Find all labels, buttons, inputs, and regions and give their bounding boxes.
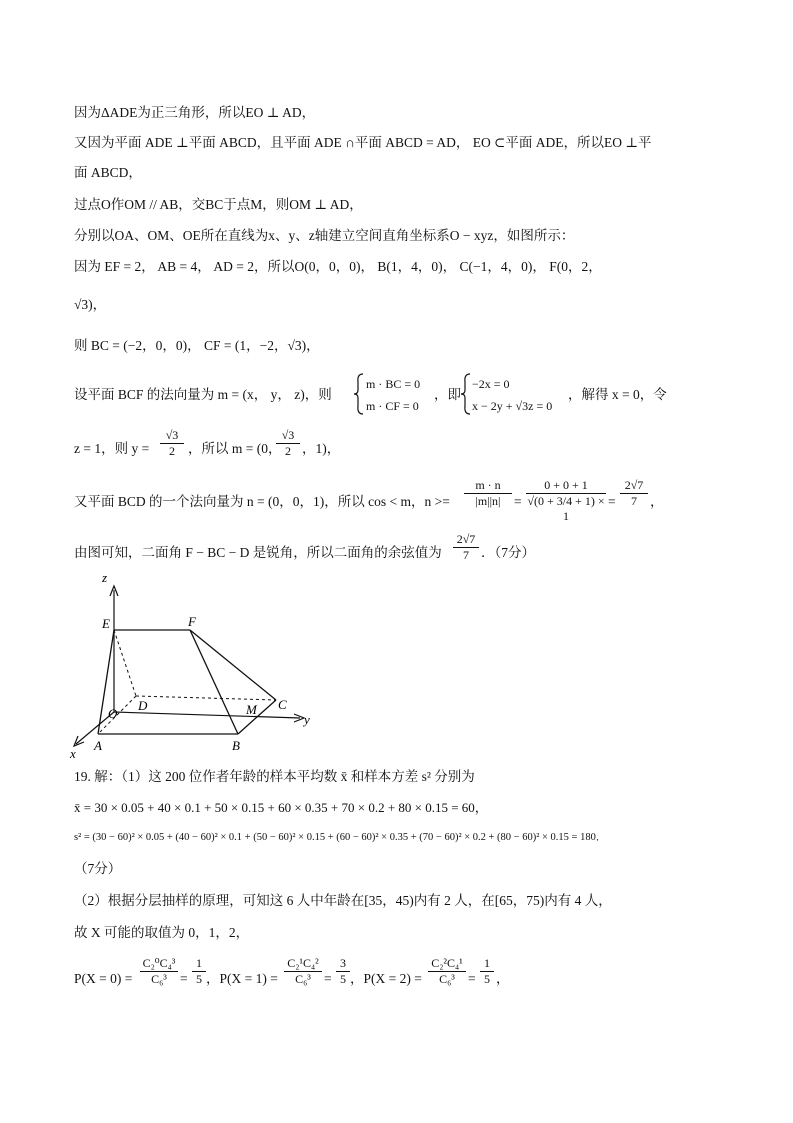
frac-den: 2 (160, 443, 184, 459)
s18-line9-a: 设平面 BCF 的法向量为 m = (x， y， z)，则 (74, 387, 332, 402)
s18-line1: 因为ΔADE为正三角形，所以EO ⊥ AD， (74, 105, 316, 120)
edge-FB (190, 630, 238, 734)
p2-lhs: ，P(X = 2) = (350, 971, 422, 986)
label-B: B (232, 738, 240, 753)
s18-line10-a: z = 1，则 y = (74, 441, 150, 456)
frac-den: 5 (192, 971, 206, 987)
frac-den: 5 (336, 971, 350, 987)
label-y: y (304, 712, 310, 727)
equals-2: = (608, 494, 616, 509)
label-O: O (108, 706, 118, 721)
p1-value (336, 956, 350, 987)
frac-num: m · n (475, 478, 501, 492)
p0-value (192, 956, 206, 987)
s18-line8: 则 BC = (−2，0，0)， CF = (1，−2，√3)， (74, 338, 320, 353)
frac-2sqrt7-over-7-a (620, 478, 648, 509)
frac-den: C₆³ (284, 971, 322, 987)
frac-num: 0 + 0 + 1 (544, 478, 588, 492)
s18-line2: 又因为平面 ADE ⊥平面 ABCD，且平面 ADE ∩平面 ABCD = AD， EO ⊂平面 ADE，所以EO ⊥平 (74, 135, 652, 150)
s18-line9-c: ，解得 x = 0，令 (568, 387, 667, 402)
system1-eq2: m · CF = 0 (366, 399, 419, 413)
system2-eq2: x − 2y + √3z = 0 (472, 399, 553, 413)
label-F: F (188, 614, 196, 629)
frac-num: 1 (196, 956, 202, 970)
p-end: ， (496, 971, 510, 986)
frac-den: √(0 + 3/4 + 1) × 1 (527, 494, 605, 523)
frac-den: C₆³ (140, 971, 178, 987)
frac-num: C₂²C₄¹ (431, 956, 463, 970)
frac-mn (464, 478, 512, 509)
frac-num: 2√7 (624, 478, 644, 492)
frac-sqrt3-over-2-b (276, 428, 300, 459)
system1-eq1: m · BC = 0 (366, 377, 421, 391)
s18-line5: 分别以OA、OM、OE所在直线为x、y、z轴建立空间直角坐标系O − xyz，如图所示： (74, 228, 575, 243)
equals-1: = (514, 494, 522, 509)
frac-den: |m||n| (464, 493, 512, 509)
frac-num: √3 (281, 428, 295, 442)
geometry-figure (66, 568, 326, 758)
s19-line2: x̄ = 30 × 0.05 + 40 × 0.1 + 50 × 0.15 + 60 × 0.35 + 70 × 0.2 + 80 × 0.15 = 60， (74, 800, 488, 815)
s18-line7: √3)， (74, 297, 107, 312)
edge-FC (190, 630, 276, 700)
frac-sqrt3-over-2-a (160, 428, 184, 459)
system2-eq1: −2x = 0 (472, 377, 510, 391)
frac-value (526, 478, 606, 524)
p1-lhs: ，P(X = 1) = (206, 971, 278, 986)
frac-num: C₂¹C₄² (287, 956, 319, 970)
label-z: z (102, 570, 108, 585)
equals-p1: = (324, 971, 332, 986)
frac-den: 5 (480, 971, 494, 987)
frac-den: 7 (620, 493, 648, 509)
label-C: C (278, 697, 287, 712)
frac-num: C₂⁰C₄³ (142, 956, 176, 970)
p1-frac (284, 956, 322, 987)
p2-value (480, 956, 494, 987)
label-E: E (102, 616, 110, 631)
frac-num: √3 (165, 428, 179, 442)
equals-p0: = (180, 971, 188, 986)
s18-line9-b: ，即 (434, 387, 461, 402)
p0-frac (140, 956, 178, 987)
label-M: M (246, 702, 257, 717)
s18-line11-a: 又平面 BCD 的一个法向量为 n = (0，0，1)，所以 cos < m，n >= (74, 494, 450, 509)
frac-num: 3 (340, 956, 346, 970)
s18-line10-b: ，所以 m = (0， (188, 441, 282, 456)
edge-ED (114, 630, 136, 696)
s18-line12-b: ．（7分） (481, 545, 535, 560)
frac-den: C₆³ (428, 971, 466, 987)
s18-line10-c: ，1)， (302, 441, 341, 456)
s18-line12-a: 由图可知，二面角 F − BC − D 是锐角，所以二面角的余弦值为 (74, 545, 442, 560)
s18-line6: 因为 EF = 2， AB = 4， AD = 2，所以O(0，0，0)， B(1，4，0)， C(−1，4，0)， F(0，2， (74, 259, 602, 274)
frac-num: 2√7 (456, 532, 476, 546)
s19-line3: s² = (30 − 60)² × 0.05 + (40 − 60)² × 0.1 + (50 − 60)² × 0.15 + (60 − 60)² × 0.35 + (70 − 60)² × 0.2 + (80 − 60)² × 0.15 = 180． (74, 832, 607, 843)
label-A: A (94, 738, 102, 753)
p2-frac (428, 956, 466, 987)
frac-den: 2 (276, 443, 300, 459)
label-x: x (70, 746, 76, 758)
left-brace-1 (353, 372, 365, 416)
s19-line5: （2）根据分层抽样的原理，可知这 6 人中年龄在[35，45)内有 2 人，在[65，75)内有 4 人， (74, 893, 612, 908)
equals-p2: = (468, 971, 476, 986)
label-D: D (138, 698, 148, 713)
s19-line6: 故 X 可能的取值为 0，1，2， (74, 925, 250, 940)
s18-line11-b: ， (650, 494, 664, 509)
s19-line1: 19. 解：（1）这 200 位作者年龄的样本平均数 x̄ 和样本方差 s² 分别为 (74, 769, 475, 784)
s18-line3: 面 ABCD， (74, 165, 142, 180)
p0-lhs: P(X = 0) = (74, 971, 133, 986)
s18-line4: 过点O作OM // AB，交BC于点M，则OM ⊥ AD， (74, 197, 363, 212)
s19-line4: （7分） (74, 861, 122, 876)
frac-2sqrt7-over-7-b (453, 532, 479, 563)
frac-num: 1 (484, 956, 490, 970)
left-brace-2 (460, 372, 472, 416)
edge-DC (136, 696, 276, 700)
frac-den: 7 (453, 547, 479, 563)
